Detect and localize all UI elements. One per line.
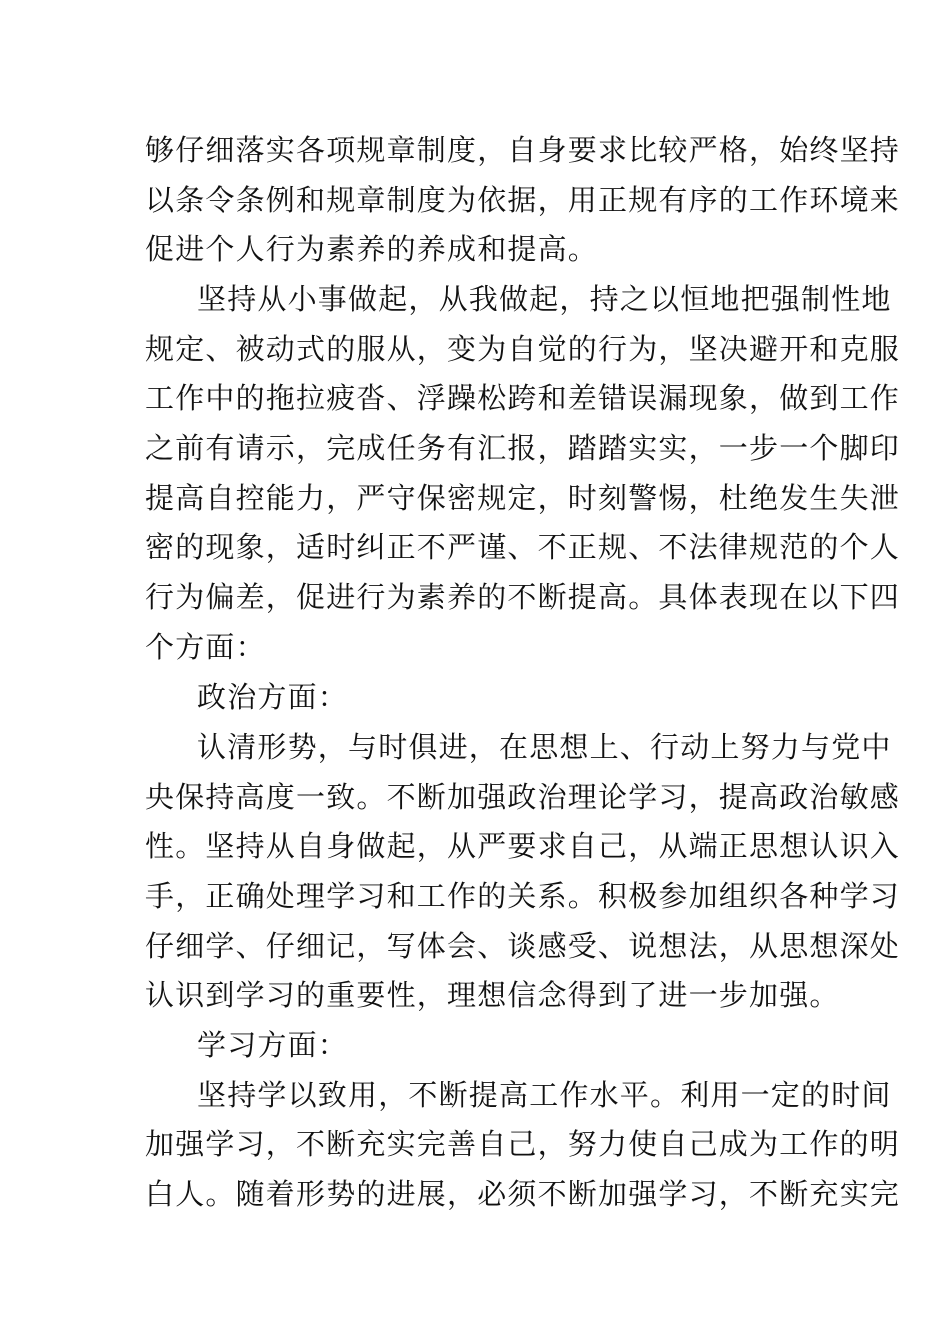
paragraph-first-line: 坚持从小事做起，从我做起，持之以恒地把强制性地 [197,282,892,316]
section-heading-study: 学习方面： [197,1028,349,1062]
text-line: 仔细学、仔细记，写体会、谈感受、说想法，从思想深处 [145,929,901,963]
text-line: 规定、被动式的服从，变为自觉的行为，坚决避开和克服 [145,332,901,366]
paragraph-first-line: 坚持学以致用，不断提高工作水平。利用一定的时间 [197,1078,892,1112]
text-line: 提高自控能力，严守保密规定，时刻警惕，杜绝发生失泄 [145,481,901,515]
text-line: 个方面： [145,630,266,664]
text-line: 加强学习，不断充实完善自己，努力使自己成为工作的明 [145,1127,901,1161]
text-line: 工作中的拖拉疲沓、浮躁松跨和差错误漏现象，做到工作 [145,381,901,415]
text-line: 以条令条例和规章制度为依据，用正规有序的工作环境来 [145,183,901,217]
section-heading-politics: 政治方面： [197,680,349,714]
paragraph-first-line: 认清形势，与时俱进，在思想上、行动上努力与党中 [197,730,892,764]
text-line: 密的现象，适时纠正不严谨、不正规、不法律规范的个人 [145,530,901,564]
text-line: 认识到学习的重要性，理想信念得到了进一步加强。 [145,978,840,1012]
text-line: 白人。随着形势的进展，必须不断加强学习，不断充实完 [145,1177,901,1211]
text-line: 够仔细落实各项规章制度，自身要求比较严格，始终坚持 [145,133,901,167]
text-line: 之前有请示，完成任务有汇报，踏踏实实，一步一个脚印 [145,431,901,465]
text-line: 性。坚持从自身做起，从严要求自己，从端正思想认识入 [145,829,901,863]
text-line: 行为偏差，促进行为素养的不断提高。具体表现在以下四 [145,580,901,614]
text-line: 促进个人行为素养的养成和提高。 [145,232,599,266]
text-line: 手，正确处理学习和工作的关系。积极参加组织各种学习 [145,879,901,913]
text-line: 央保持高度一致。不断加强政治理论学习，提高政治敏感 [145,780,901,814]
